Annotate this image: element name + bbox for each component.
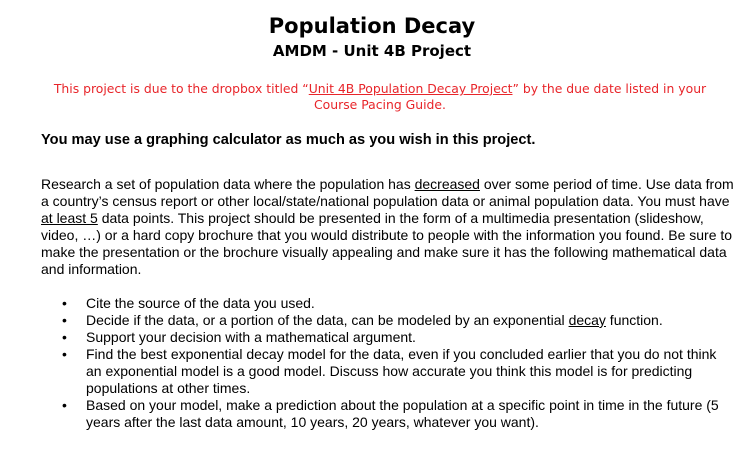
list-item-text: Find the best exponential decay model for the data, even if you concluded earlier that you do not think an exponential model is a good model. Discuss how accurate you think this model is for predicting populations at other times. bbox=[86, 346, 717, 396]
bullet-icon: • bbox=[62, 329, 67, 345]
bullet-icon: • bbox=[62, 346, 67, 362]
list-item bbox=[41, 312, 721, 329]
due-notice bbox=[40, 81, 720, 113]
due-notice-text-after: ” by the due date listed in your Course Pacing Guide. bbox=[314, 81, 707, 112]
paragraph-part3: data points. This project should be presented in the form of a multimedia presentation (slideshow, video, …) or a hard copy brochure that you would distribute to people with the information you found. Be sure to make the presentation or the brochure visually appealing and make sure it has the following mathematical data and information. bbox=[41, 210, 733, 277]
bullet-icon: • bbox=[62, 397, 67, 413]
list-item bbox=[41, 397, 721, 431]
calculator-note: You may use a graphing calculator as much as you wish in this project. bbox=[41, 132, 536, 148]
list-item-text-after: function. bbox=[605, 312, 663, 328]
decreased-underlined: decreased bbox=[414, 176, 480, 192]
list-item-text: Based on your model, make a prediction about the population at a specific point in time in the future (5 years after the last data amount, 10 years, 20 years, whatever you want). bbox=[86, 397, 719, 430]
paragraph-part2: over some period of time. Use data from a country’s census report or other local/state/national population data or animal population data. You must have bbox=[41, 176, 734, 209]
dropbox-link[interactable]: Unit 4B Population Decay Project bbox=[308, 81, 513, 96]
list-item bbox=[41, 329, 721, 346]
list-item-text-before: Decide if the data, or a portion of the data, can be modeled by an exponential bbox=[86, 312, 569, 328]
page-title: Population Decay bbox=[268, 14, 476, 38]
list-item bbox=[41, 346, 721, 397]
at-least-5-underlined: at least 5 bbox=[41, 210, 98, 226]
bullet-icon: • bbox=[62, 295, 67, 311]
list-item bbox=[41, 295, 721, 312]
requirements-list bbox=[41, 295, 721, 431]
decay-underlined: decay bbox=[568, 312, 606, 328]
page-subtitle: AMDM - Unit 4B Project bbox=[272, 42, 472, 60]
list-item-text: Support your decision with a mathematical argument. bbox=[86, 329, 416, 345]
instructions-paragraph bbox=[41, 176, 734, 278]
paragraph-part1: Research a set of population data where the population has bbox=[41, 176, 415, 192]
due-notice-text-before: This project is due to the dropbox titled “ bbox=[53, 81, 309, 96]
bullet-icon: • bbox=[62, 312, 67, 328]
list-item-text: Cite the source of the data you used. bbox=[86, 295, 315, 311]
